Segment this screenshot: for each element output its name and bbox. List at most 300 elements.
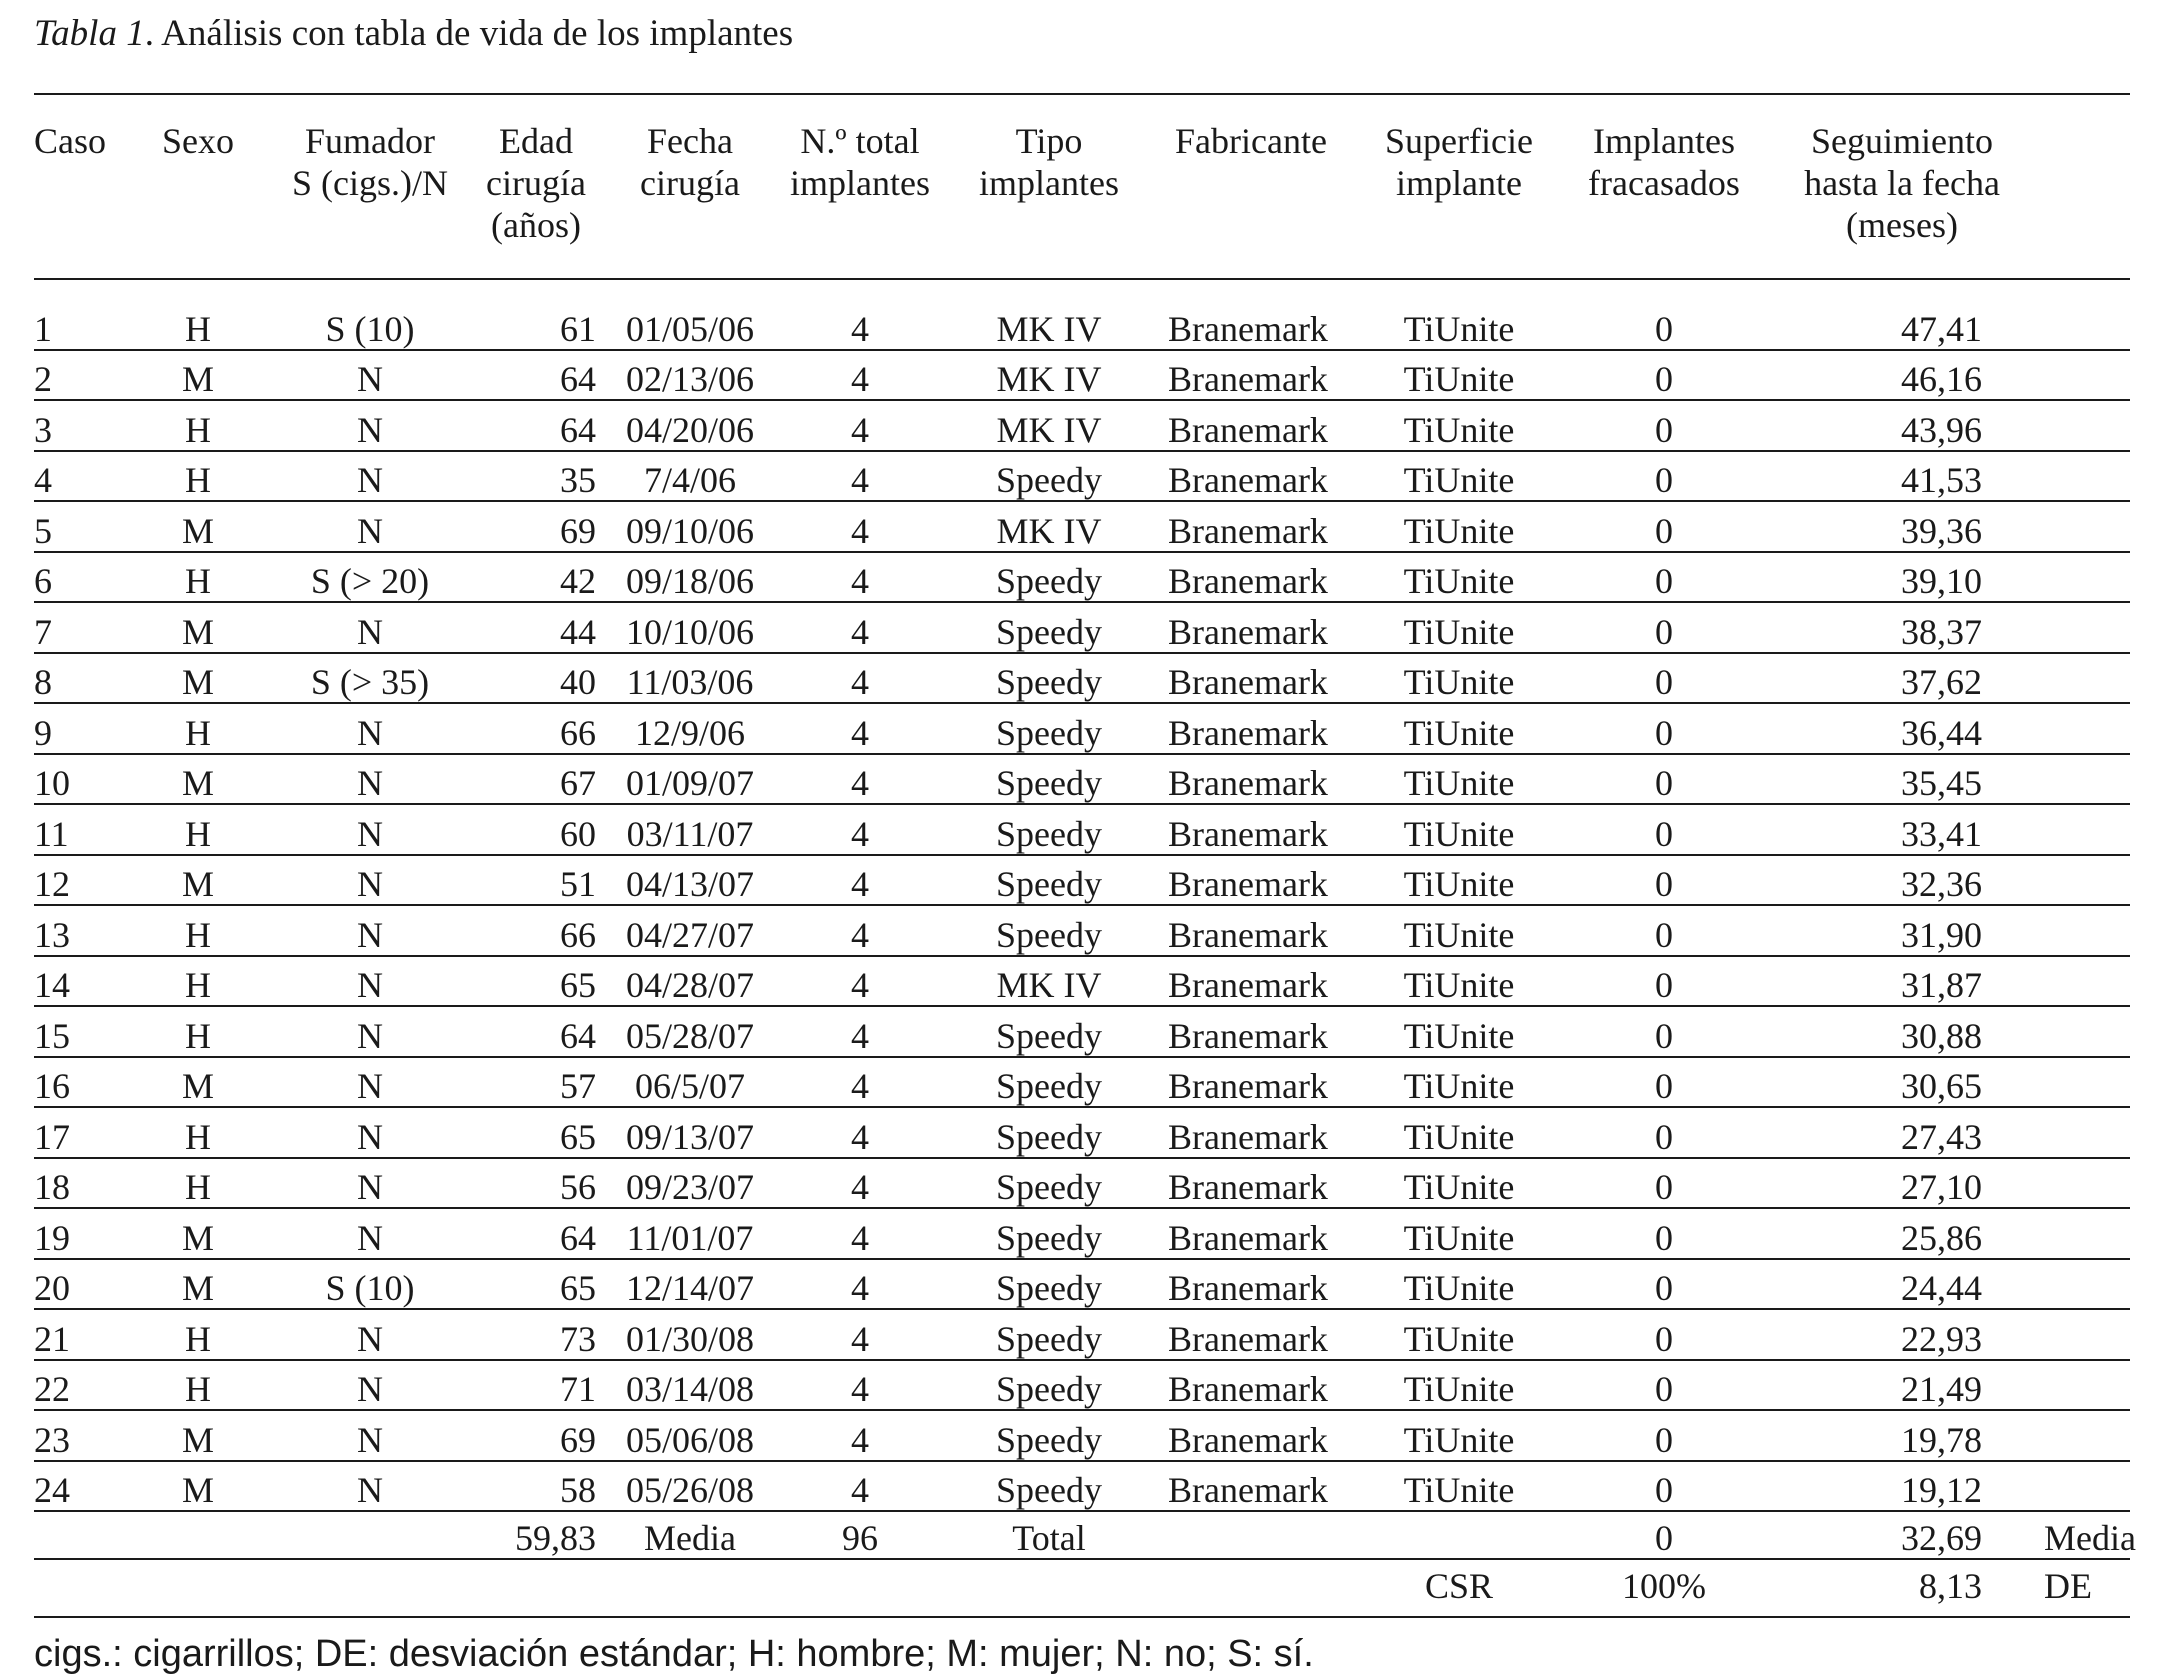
header-fabricante: Fabricante: [1175, 121, 1327, 161]
header-superficie: Superficie implante: [1385, 121, 1533, 203]
cell-extra: [2040, 451, 2130, 502]
cell-caso: 16: [34, 1057, 118, 1108]
cell-fumador: N: [278, 1461, 462, 1512]
table-row: [34, 905, 2130, 956]
cell-caso: 4: [34, 451, 118, 502]
cell-caso: 21: [34, 1309, 118, 1360]
cell-fabricante: Branemark: [1148, 703, 1354, 754]
cell-total-implantes: 4: [770, 400, 950, 451]
cell-total-implantes: 4: [770, 602, 950, 653]
sum-empty: [610, 1559, 770, 1606]
cell-fumador: N: [278, 1107, 462, 1158]
cell-seguimiento: 30,88: [1764, 1006, 2040, 1057]
cell-sexo: M: [118, 855, 278, 906]
cell-total-implantes: 4: [770, 552, 950, 603]
cell-fecha: 12/14/07: [610, 1259, 770, 1310]
cell-extra: [2040, 1158, 2130, 1209]
table-top-rule: [34, 93, 2130, 95]
cell-tipo: Speedy: [950, 602, 1148, 653]
cell-edad: 60: [462, 804, 610, 855]
cell-total-implantes: 4: [770, 956, 950, 1007]
cell-superficie: TiUnite: [1354, 1410, 1564, 1461]
cell-total-implantes: 4: [770, 754, 950, 805]
cell-edad: 66: [462, 703, 610, 754]
cell-fumador: N: [278, 754, 462, 805]
cell-total-implantes: 4: [770, 1309, 950, 1360]
cell-extra: [2040, 350, 2130, 401]
cell-fabricante: Branemark: [1148, 350, 1354, 401]
cell-fecha: 09/18/06: [610, 552, 770, 603]
header-caso: Caso: [34, 121, 106, 161]
sum-empty: [950, 1559, 1148, 1606]
cell-extra: [2040, 905, 2130, 956]
table-row: [34, 400, 2130, 451]
sum-empty: [118, 1511, 278, 1559]
cell-seguimiento: 27,43: [1764, 1107, 2040, 1158]
cell-fecha: 09/10/06: [610, 501, 770, 552]
cell-sexo: H: [118, 451, 278, 502]
sum-empty: [278, 1511, 462, 1559]
cell-edad: 35: [462, 451, 610, 502]
cell-tipo: Speedy: [950, 754, 1148, 805]
cell-fecha: 05/28/07: [610, 1006, 770, 1057]
sum-csr-value: 100%: [1622, 1566, 1706, 1606]
cell-edad: 67: [462, 754, 610, 805]
table-row: [34, 552, 2130, 603]
table-row: [34, 1006, 2130, 1057]
table-row: [34, 1259, 2130, 1310]
cell-sexo: M: [118, 602, 278, 653]
cell-edad: 64: [462, 1208, 610, 1259]
cell-caso: 20: [34, 1259, 118, 1310]
cell-caso: 6: [34, 552, 118, 603]
table-row: [34, 804, 2130, 855]
cell-fracasados: 0: [1564, 703, 1764, 754]
cell-fecha: 04/20/06: [610, 400, 770, 451]
cell-superficie: TiUnite: [1354, 400, 1564, 451]
cell-fecha: 7/4/06: [610, 451, 770, 502]
cell-caso: 11: [34, 804, 118, 855]
cell-fracasados: 0: [1564, 855, 1764, 906]
cell-fracasados: 0: [1564, 602, 1764, 653]
table-footnote: cigs.: cigarrillos; DE: desviación estándar; H: hombre; M: mujer; N: no; S: sí.: [34, 1633, 1314, 1675]
cell-total-implantes: 4: [770, 1208, 950, 1259]
cell-superficie: TiUnite: [1354, 804, 1564, 855]
cell-superficie: TiUnite: [1354, 956, 1564, 1007]
cell-seguimiento: 30,65: [1764, 1057, 2040, 1108]
cell-tipo: Speedy: [950, 855, 1148, 906]
cell-sexo: H: [118, 804, 278, 855]
cell-tipo: Speedy: [950, 1208, 1148, 1259]
cell-superficie: TiUnite: [1354, 653, 1564, 704]
cell-fecha: 06/5/07: [610, 1057, 770, 1108]
cell-fecha: 01/05/06: [610, 300, 770, 350]
cell-sexo: M: [118, 1208, 278, 1259]
cell-tipo: Speedy: [950, 1360, 1148, 1411]
cell-superficie: TiUnite: [1354, 1107, 1564, 1158]
cell-edad: 65: [462, 956, 610, 1007]
cell-seguimiento: 21,49: [1764, 1360, 2040, 1411]
cell-fumador: S (> 20): [278, 552, 462, 603]
sum-empty: [1148, 1511, 1354, 1559]
header-seguimiento: Seguimiento hasta la fecha (meses): [1804, 121, 2000, 245]
table-row: [34, 300, 2130, 350]
cell-fracasados: 0: [1564, 1410, 1764, 1461]
cell-fecha: 02/13/06: [610, 350, 770, 401]
header-tipo: Tipo implantes: [979, 121, 1119, 203]
cell-seguimiento: 31,90: [1764, 905, 2040, 956]
header-edad: Edad cirugía (años): [486, 121, 586, 245]
cell-superficie: TiUnite: [1354, 1309, 1564, 1360]
cell-fumador: S (10): [278, 1259, 462, 1310]
sum-empty: [34, 1559, 118, 1606]
cell-fumador: S (> 35): [278, 653, 462, 704]
table-row: [34, 350, 2130, 401]
cell-edad: 40: [462, 653, 610, 704]
cell-edad: 69: [462, 501, 610, 552]
cell-extra: [2040, 1410, 2130, 1461]
cell-total-implantes: 4: [770, 1057, 950, 1108]
cell-tipo: Speedy: [950, 703, 1148, 754]
cell-seguimiento: 47,41: [1764, 300, 2040, 350]
cell-fecha: 05/06/08: [610, 1410, 770, 1461]
cell-seguimiento: 39,36: [1764, 501, 2040, 552]
cell-fabricante: Branemark: [1148, 754, 1354, 805]
cell-fracasados: 0: [1564, 1208, 1764, 1259]
cell-extra: [2040, 1208, 2130, 1259]
cell-superficie: TiUnite: [1354, 1208, 1564, 1259]
cell-fabricante: Branemark: [1148, 1158, 1354, 1209]
cell-caso: 15: [34, 1006, 118, 1057]
table-row: [34, 501, 2130, 552]
cell-fecha: 03/11/07: [610, 804, 770, 855]
cell-fecha: 04/13/07: [610, 855, 770, 906]
sum-total-label: Total: [950, 1511, 1148, 1559]
cell-fracasados: 0: [1564, 1158, 1764, 1209]
cell-caso: 13: [34, 905, 118, 956]
sum-empty: [34, 1511, 118, 1559]
cell-extra: [2040, 602, 2130, 653]
cell-caso: 24: [34, 1461, 118, 1512]
cell-superficie: TiUnite: [1354, 1057, 1564, 1108]
cell-sexo: H: [118, 400, 278, 451]
header-spacer: [34, 278, 2130, 300]
cell-tipo: Speedy: [950, 451, 1148, 502]
cell-caso: 23: [34, 1410, 118, 1461]
sum-seguimiento-de: 8,13: [1919, 1566, 1982, 1606]
cell-fecha: 04/27/07: [610, 905, 770, 956]
cell-total-implantes: 4: [770, 300, 950, 350]
cell-sexo: M: [118, 653, 278, 704]
cell-edad: 71: [462, 1360, 610, 1411]
cell-superficie: TiUnite: [1354, 602, 1564, 653]
cell-sexo: H: [118, 1158, 278, 1209]
cell-fracasados: 0: [1564, 804, 1764, 855]
cell-fabricante: Branemark: [1148, 804, 1354, 855]
cell-superficie: TiUnite: [1354, 1461, 1564, 1512]
cell-tipo: Speedy: [950, 804, 1148, 855]
cell-extra: [2040, 1360, 2130, 1411]
cell-superficie: TiUnite: [1354, 855, 1564, 906]
table-row: [34, 653, 2130, 704]
cell-sexo: H: [118, 552, 278, 603]
cell-sexo: M: [118, 1057, 278, 1108]
cell-tipo: Speedy: [950, 1107, 1148, 1158]
cell-fracasados: 0: [1564, 754, 1764, 805]
cell-fabricante: Branemark: [1148, 956, 1354, 1007]
cell-fabricante: Branemark: [1148, 552, 1354, 603]
cell-fabricante: Branemark: [1148, 1107, 1354, 1158]
cell-fecha: 10/10/06: [610, 602, 770, 653]
cell-fecha: 09/13/07: [610, 1107, 770, 1158]
cell-caso: 8: [34, 653, 118, 704]
cell-fumador: N: [278, 1158, 462, 1209]
cell-seguimiento: 36,44: [1764, 703, 2040, 754]
cell-superficie: TiUnite: [1354, 552, 1564, 603]
cell-superficie: TiUnite: [1354, 501, 1564, 552]
sum-empty: [1148, 1559, 1354, 1606]
cell-seguimiento: 35,45: [1764, 754, 2040, 805]
caption-label: Tabla 1: [34, 13, 145, 54]
cell-fracasados: 0: [1564, 1259, 1764, 1310]
cell-fabricante: Branemark: [1148, 905, 1354, 956]
cell-superficie: TiUnite: [1354, 754, 1564, 805]
table-header-row: [34, 120, 2130, 278]
cell-superficie: TiUnite: [1354, 300, 1564, 350]
sum-edad-media: 59,83: [462, 1511, 610, 1559]
sum-total-implantes: 96: [770, 1511, 950, 1559]
cell-tipo: Speedy: [950, 552, 1148, 603]
cell-sexo: M: [118, 754, 278, 805]
cell-fracasados: 0: [1564, 552, 1764, 603]
cell-seguimiento: 38,37: [1764, 602, 2040, 653]
cell-caso: 12: [34, 855, 118, 906]
cell-fecha: 09/23/07: [610, 1158, 770, 1209]
cell-superficie: TiUnite: [1354, 451, 1564, 502]
sum-seguimiento-media-label: Media: [2040, 1511, 2130, 1559]
cell-edad: 66: [462, 905, 610, 956]
cell-edad: 57: [462, 1057, 610, 1108]
sum-seguimiento-media: 32,69: [1764, 1511, 2040, 1559]
cell-sexo: M: [118, 501, 278, 552]
table-row: [34, 1461, 2130, 1512]
header-fumador: Fumador S (cigs.)/N: [292, 121, 448, 203]
cell-tipo: MK IV: [950, 350, 1148, 401]
cell-fumador: N: [278, 1208, 462, 1259]
cell-extra: [2040, 1461, 2130, 1512]
cell-fabricante: Branemark: [1148, 602, 1354, 653]
cell-caso: 22: [34, 1360, 118, 1411]
table-bottom-rule: [34, 1616, 2130, 1618]
cell-total-implantes: 4: [770, 501, 950, 552]
cell-fracasados: 0: [1564, 1006, 1764, 1057]
implant-life-table: [34, 120, 2136, 1606]
cell-tipo: Speedy: [950, 1309, 1148, 1360]
cell-fabricante: Branemark: [1148, 1309, 1354, 1360]
cell-fabricante: Branemark: [1148, 1410, 1354, 1461]
cell-edad: 69: [462, 1410, 610, 1461]
cell-fracasados: 0: [1564, 400, 1764, 451]
table-row: [34, 1107, 2130, 1158]
cell-fumador: N: [278, 350, 462, 401]
table-row: [34, 703, 2130, 754]
cell-edad: 73: [462, 1309, 610, 1360]
cell-fracasados: 0: [1564, 451, 1764, 502]
cell-edad: 61: [462, 300, 610, 350]
cell-fumador: N: [278, 956, 462, 1007]
table-row: [34, 855, 2130, 906]
cell-fracasados: 0: [1564, 1057, 1764, 1108]
cell-fecha: 04/28/07: [610, 956, 770, 1007]
cell-fumador: N: [278, 400, 462, 451]
sum-csr-label: CSR: [1424, 1566, 1494, 1606]
cell-total-implantes: 4: [770, 703, 950, 754]
cell-seguimiento: 46,16: [1764, 350, 2040, 401]
cell-fabricante: Branemark: [1148, 653, 1354, 704]
cell-tipo: MK IV: [950, 400, 1148, 451]
cell-superficie: TiUnite: [1354, 1006, 1564, 1057]
cell-seguimiento: 39,10: [1764, 552, 2040, 603]
sum-de-label: DE: [2044, 1566, 2092, 1606]
cell-tipo: MK IV: [950, 501, 1148, 552]
table-row: [34, 1360, 2130, 1411]
cell-fecha: 12/9/06: [610, 703, 770, 754]
cell-fabricante: Branemark: [1148, 501, 1354, 552]
cell-extra: [2040, 855, 2130, 906]
cell-sexo: H: [118, 905, 278, 956]
cell-caso: 1: [34, 300, 118, 350]
sum-empty: [770, 1559, 950, 1606]
cell-tipo: Speedy: [950, 1158, 1148, 1209]
cell-seguimiento: 19,78: [1764, 1410, 2040, 1461]
cell-fabricante: Branemark: [1148, 1006, 1354, 1057]
cell-sexo: H: [118, 956, 278, 1007]
cell-seguimiento: 37,62: [1764, 653, 2040, 704]
cell-seguimiento: 22,93: [1764, 1309, 2040, 1360]
cell-fracasados: 0: [1564, 300, 1764, 350]
cell-fracasados: 0: [1564, 1107, 1764, 1158]
table-row: [34, 1158, 2130, 1209]
table-caption: [34, 12, 793, 56]
cell-sexo: H: [118, 1360, 278, 1411]
cell-tipo: Speedy: [950, 653, 1148, 704]
cell-edad: 51: [462, 855, 610, 906]
cell-fecha: 11/01/07: [610, 1208, 770, 1259]
cell-fumador: N: [278, 1309, 462, 1360]
cell-sexo: H: [118, 1006, 278, 1057]
sum-empty: [462, 1559, 610, 1606]
caption-text: . Análisis con tabla de vida de los implantes: [144, 13, 794, 54]
cell-fabricante: Branemark: [1148, 1057, 1354, 1108]
cell-extra: [2040, 501, 2130, 552]
cell-superficie: TiUnite: [1354, 350, 1564, 401]
cell-tipo: Speedy: [950, 1410, 1148, 1461]
cell-seguimiento: 32,36: [1764, 855, 2040, 906]
cell-caso: 10: [34, 754, 118, 805]
cell-edad: 64: [462, 1006, 610, 1057]
cell-seguimiento: 24,44: [1764, 1259, 2040, 1310]
table-body: [34, 278, 2136, 1606]
cell-fabricante: Branemark: [1148, 451, 1354, 502]
cell-tipo: MK IV: [950, 300, 1148, 350]
cell-fabricante: Branemark: [1148, 1360, 1354, 1411]
cell-fumador: N: [278, 451, 462, 502]
cell-tipo: Speedy: [950, 905, 1148, 956]
cell-edad: 56: [462, 1158, 610, 1209]
cell-fumador: N: [278, 905, 462, 956]
cell-fumador: N: [278, 501, 462, 552]
cell-fabricante: Branemark: [1148, 300, 1354, 350]
cell-superficie: TiUnite: [1354, 905, 1564, 956]
cell-extra: [2040, 552, 2130, 603]
cell-fumador: N: [278, 1410, 462, 1461]
cell-sexo: M: [118, 350, 278, 401]
cell-fracasados: 0: [1564, 956, 1764, 1007]
cell-fabricante: Branemark: [1148, 400, 1354, 451]
cell-fumador: N: [278, 804, 462, 855]
cell-fumador: N: [278, 1360, 462, 1411]
cell-extra: [2040, 1259, 2130, 1310]
cell-seguimiento: 41,53: [1764, 451, 2040, 502]
cell-extra: [2040, 300, 2130, 350]
cell-tipo: Speedy: [950, 1461, 1148, 1512]
cell-extra: [2040, 400, 2130, 451]
cell-caso: 14: [34, 956, 118, 1007]
cell-fabricante: Branemark: [1148, 1259, 1354, 1310]
cell-seguimiento: 31,87: [1764, 956, 2040, 1007]
cell-tipo: Speedy: [950, 1006, 1148, 1057]
cell-edad: 44: [462, 602, 610, 653]
cell-extra: [2040, 1057, 2130, 1108]
cell-total-implantes: 4: [770, 1158, 950, 1209]
cell-seguimiento: 19,12: [1764, 1461, 2040, 1512]
cell-extra: [2040, 703, 2130, 754]
cell-fecha: 05/26/08: [610, 1461, 770, 1512]
cell-total-implantes: 4: [770, 1107, 950, 1158]
cell-total-implantes: 4: [770, 1006, 950, 1057]
cell-edad: 65: [462, 1259, 610, 1310]
cell-caso: 9: [34, 703, 118, 754]
cell-superficie: TiUnite: [1354, 1158, 1564, 1209]
cell-caso: 17: [34, 1107, 118, 1158]
cell-fabricante: Branemark: [1148, 1461, 1354, 1512]
cell-total-implantes: 4: [770, 804, 950, 855]
cell-fracasados: 0: [1564, 653, 1764, 704]
cell-fecha: 01/30/08: [610, 1309, 770, 1360]
cell-seguimiento: 43,96: [1764, 400, 2040, 451]
cell-extra: [2040, 653, 2130, 704]
cell-fumador: N: [278, 855, 462, 906]
sum-empty: [1354, 1511, 1564, 1559]
cell-fumador: N: [278, 1006, 462, 1057]
cell-fecha: 01/09/07: [610, 754, 770, 805]
sum-empty: [278, 1559, 462, 1606]
cell-extra: [2040, 1006, 2130, 1057]
cell-edad: 64: [462, 400, 610, 451]
cell-fumador: N: [278, 602, 462, 653]
cell-edad: 42: [462, 552, 610, 603]
cell-extra: [2040, 804, 2130, 855]
cell-caso: 18: [34, 1158, 118, 1209]
table-row: [34, 1057, 2130, 1108]
cell-extra: [2040, 956, 2130, 1007]
cell-fracasados: 0: [1564, 1360, 1764, 1411]
cell-total-implantes: 4: [770, 350, 950, 401]
cell-fracasados: 0: [1564, 1309, 1764, 1360]
cell-sexo: H: [118, 703, 278, 754]
cell-fabricante: Branemark: [1148, 1208, 1354, 1259]
cell-total-implantes: 4: [770, 653, 950, 704]
